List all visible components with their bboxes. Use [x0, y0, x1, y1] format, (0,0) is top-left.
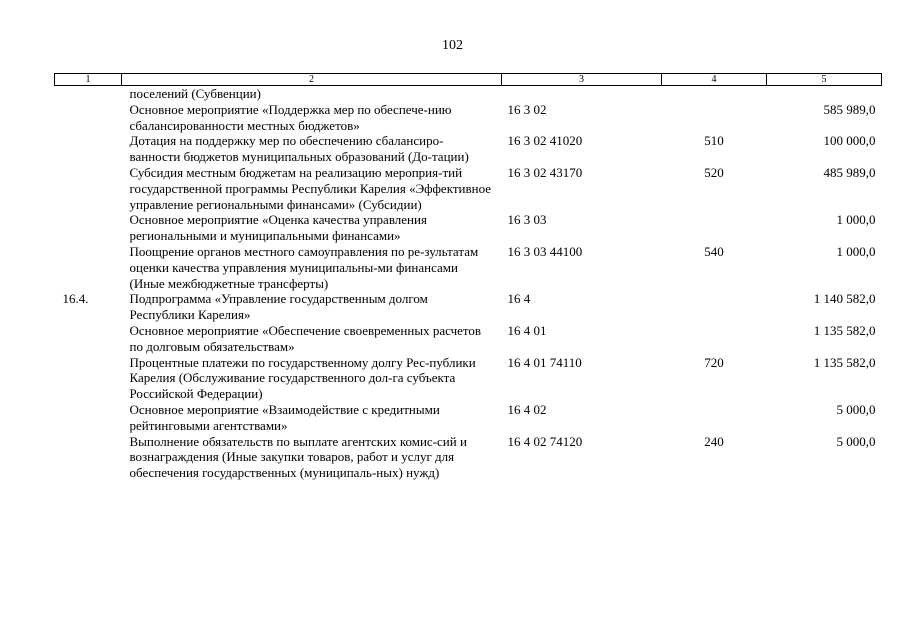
expense-type: 240 — [704, 433, 724, 449]
table-row — [55, 434, 882, 481]
row-name: Основное мероприятие «Обеспечение своевременных расчетов по долговым обязательствам» — [129, 322, 482, 354]
row-name: Основное мероприятие «Взаимодействие с кредитными рейтинговыми агентствами» — [129, 401, 440, 433]
row-number — [55, 323, 122, 355]
column-header: 2 — [122, 74, 502, 86]
row-name: Поощрение органов местного самоуправления по ре-зультатам оценки качества управления муниципальны-ми финансами (Иные межбюджетные трансферты) — [129, 243, 479, 291]
column-header: 3 — [502, 74, 662, 86]
amount: 100 000,0 — [823, 133, 876, 149]
classification-code: 16 3 02 — [507, 101, 547, 117]
column-header: 5 — [767, 74, 882, 86]
table-row — [55, 133, 882, 165]
expense-type: 540 — [704, 243, 724, 259]
expense-type — [662, 102, 767, 134]
table-row — [55, 323, 882, 355]
row-name: Подпрограмма «Управление государственным долгом Республики Карелия» — [129, 291, 428, 323]
classification-code: 16 4 01 74110 — [507, 354, 582, 370]
classification-code: 16 3 02 43170 — [507, 164, 583, 180]
amount: 485 989,0 — [823, 164, 876, 180]
row-name: Дотация на поддержку мер по обеспечению сбалансиро-ванности бюджетов муниципальных образований (До-тации) — [129, 133, 469, 165]
row-number — [55, 244, 122, 291]
budget-table — [54, 73, 882, 481]
table-row — [55, 165, 882, 212]
row-number — [55, 355, 122, 402]
amount: 585 989,0 — [823, 101, 876, 117]
amount: 1 000,0 — [836, 212, 876, 228]
row-number — [55, 165, 122, 212]
table-row — [55, 244, 882, 291]
row-number — [55, 102, 122, 134]
table-row — [55, 402, 882, 434]
classification-code: 16 3 02 41020 — [507, 133, 583, 149]
classification-code: 16 4 02 74120 — [507, 433, 583, 449]
table-row — [55, 355, 882, 402]
amount: 1 000,0 — [836, 243, 876, 259]
row-number — [55, 212, 122, 244]
row-number — [55, 434, 122, 481]
table-row — [55, 291, 882, 323]
table-body — [55, 86, 882, 481]
classification-code: 16 3 03 — [507, 212, 547, 228]
expense-type: 520 — [704, 164, 724, 180]
row-number — [55, 86, 122, 102]
amount: 1 140 582,0 — [813, 291, 876, 307]
amount: 1 135 582,0 — [813, 322, 876, 338]
row-number — [55, 402, 122, 434]
expense-type — [662, 323, 767, 355]
table-row — [55, 86, 882, 102]
page-number: 102 — [442, 38, 463, 53]
column-header: 1 — [55, 74, 122, 86]
expense-type — [662, 291, 767, 323]
amount: 5 000,0 — [836, 433, 876, 449]
row-name: Процентные платежи по государственному долгу Рес-публики Карелия (Обслуживание государственного дол-га субъекта Российской Федерации) — [129, 354, 476, 402]
classification-code: 16 4 02 — [507, 401, 547, 417]
classification-code: 16 3 03 44100 — [507, 243, 583, 259]
amount: 1 135 582,0 — [813, 354, 876, 370]
row-name: Выполнение обязательств по выплате агентских комис-сий и вознаграждения (Иные закупки товаров, работ и услуг для обеспечения государственных (муниципаль-ных) нужд) — [129, 433, 467, 481]
row-number: 16.4. — [62, 291, 89, 307]
classification-code — [502, 86, 662, 102]
expense-type: 720 — [704, 354, 724, 370]
row-name: Основное мероприятие «Поддержка мер по обеспече-нию сбалансированности местных бюджетов» — [129, 101, 452, 133]
classification-code: 16 4 01 — [507, 322, 547, 338]
expense-type: 510 — [704, 133, 724, 149]
table-row — [55, 102, 882, 134]
expense-type — [662, 212, 767, 244]
column-number-row — [55, 74, 882, 86]
row-number — [55, 133, 122, 165]
row-name: поселений (Субвенции) — [129, 86, 261, 101]
table-row — [55, 212, 882, 244]
expense-type — [662, 402, 767, 434]
expense-type — [662, 86, 767, 102]
row-name: Субсидия местным бюджетам на реализацию мероприя-тий государственной программы Республики Карелия «Эффективное управление региональными финансами» (Субсидии) — [129, 164, 492, 212]
classification-code: 16 4 — [507, 291, 531, 307]
row-name: Основное мероприятие «Оценка качества управления региональными и муниципальными финансами» — [129, 212, 427, 244]
amount — [767, 86, 882, 102]
column-header: 4 — [662, 74, 767, 86]
amount: 5 000,0 — [836, 401, 876, 417]
